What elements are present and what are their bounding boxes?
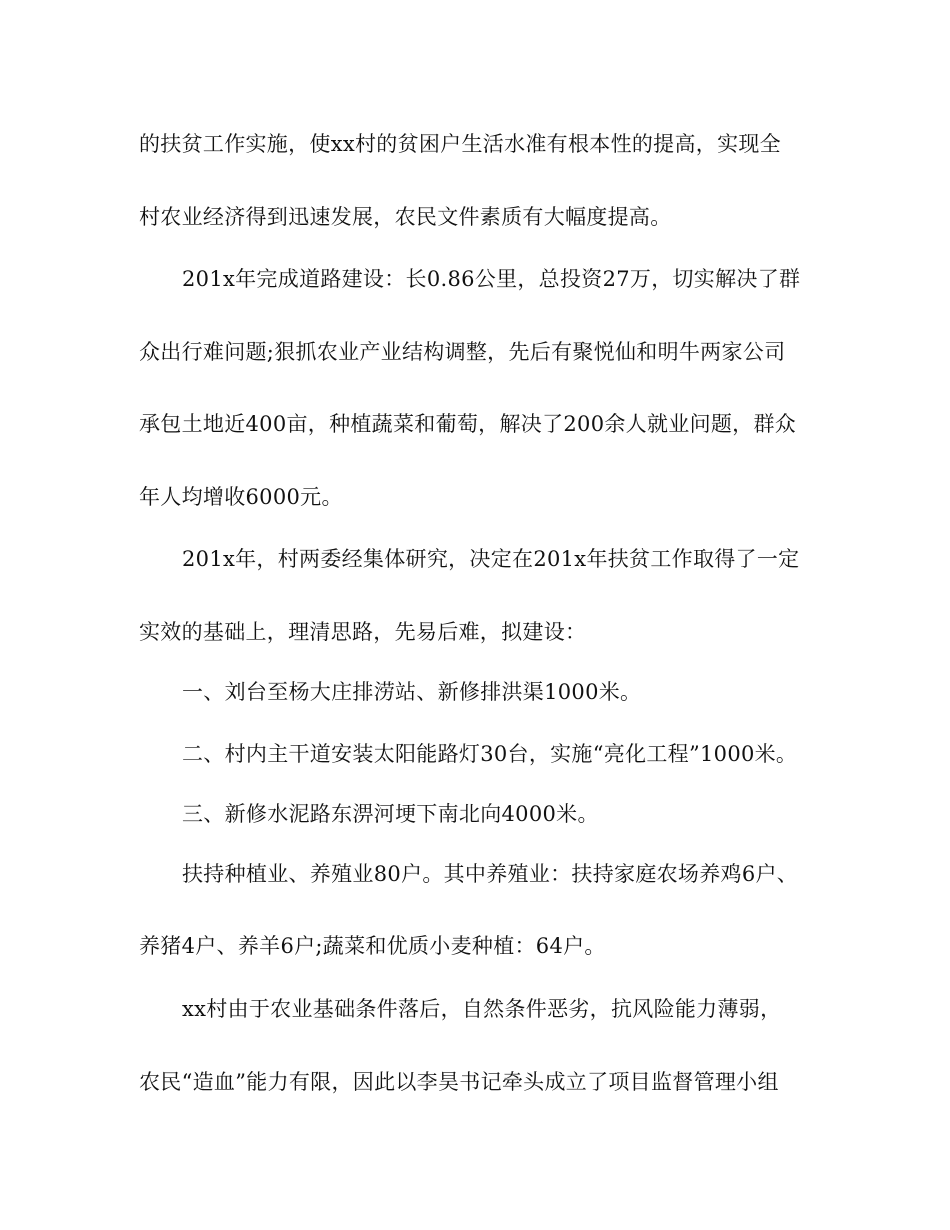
text-line: 三、新修水泥路东淠河埂下南北向4000米。: [182, 802, 599, 826]
text-line: 村农业经济得到迅速发展，农民文件素质有大幅度提高。: [139, 205, 672, 229]
text-line: 实效的基础上，理清思路，先易后难，拟建设：: [139, 620, 587, 644]
text-line: 扶持种植业、养殖业80户。其中养殖业：扶持家庭农场养鸡6户、: [182, 862, 799, 886]
text-line: 年人均增收6000元。: [139, 485, 343, 509]
text-line: 201x年完成道路建设：长0.86公里，总投资27万，切实解决了群: [182, 267, 801, 291]
text-line: 二、村内主干道安装太阳能路灯30台，实施“亮化工程”1000米。: [182, 742, 798, 766]
text-line: 农民“造血”能力有限，因此以李昊书记牵头成立了项目监督管理小组: [139, 1070, 779, 1094]
text-line: 承包土地近400亩，种植蔬菜和葡萄，解决了200余人就业问题，群众: [139, 412, 797, 436]
text-line: 养猪4户、养羊6户;蔬菜和优质小麦种植：64户。: [139, 934, 606, 958]
text-line: xx村由于农业基础条件落后，自然条件恶劣，抗风险能力薄弱，: [182, 997, 782, 1021]
text-line: 众出行难问题;狠抓农业产业结构调整，先后有聚悦仙和明牛两家公司: [139, 340, 786, 364]
text-line: 201x年，村两委经集体研究，决定在201x年扶贫工作取得了一定: [182, 547, 800, 571]
text-line: 的扶贫工作实施，使xx村的贫困户生活水准有根本性的提高，实现全: [139, 132, 781, 156]
text-line: 一、刘台至杨大庄排涝站、新修排洪渠1000米。: [182, 680, 642, 704]
